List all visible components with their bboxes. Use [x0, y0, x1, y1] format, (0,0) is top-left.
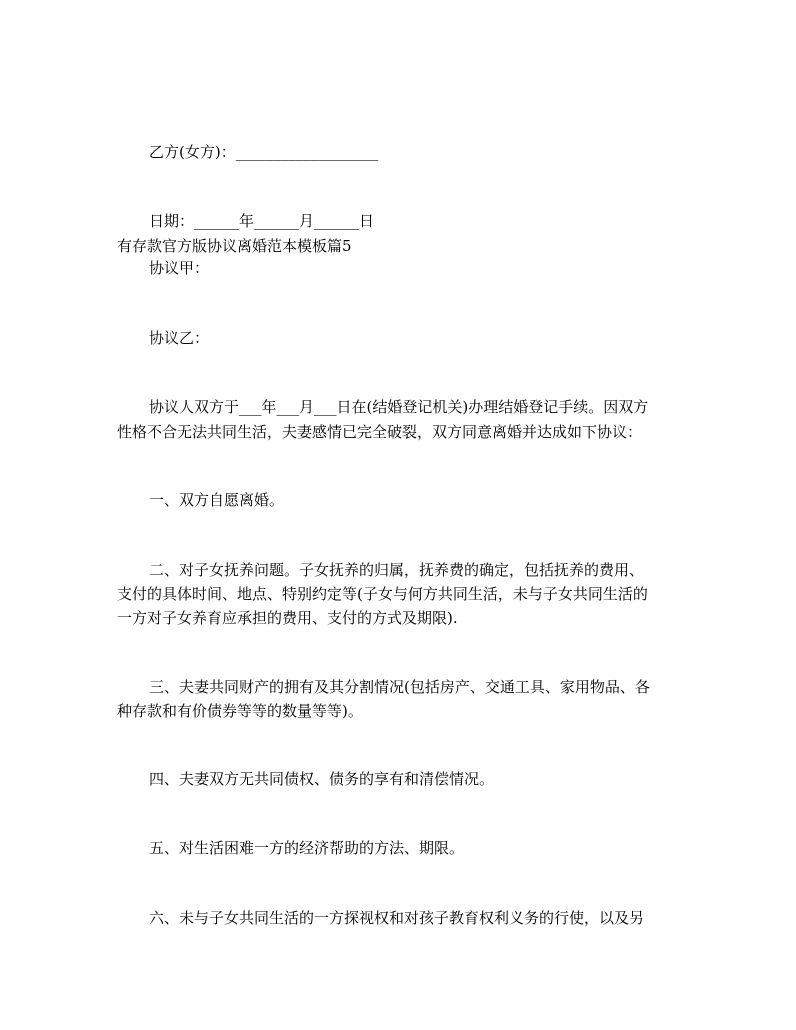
party-b-line [0, 142, 796, 162]
section-heading: 有存款官方版协议离婚范本模板篇5 [117, 237, 352, 255]
clause-5: 五、对生活困难一方的经济帮助的方法、期限。 [149, 839, 465, 857]
date-blank-month: ______ [254, 212, 300, 230]
clause-2-line-2: 支付的具体时间、地点、特别约定等(子女与何方共同生活，未与子女共同生活的 [117, 585, 648, 603]
clause-3-line-1: 三、夫妻共同财产的拥有及其分割情况(包括房产、交通工具、家用物品、各 [149, 678, 650, 696]
date-day: 日 [359, 212, 375, 230]
date-blank-day: ______ [314, 212, 360, 230]
clause-1: 一、双方自愿离婚。 [149, 491, 285, 509]
clause-3-line-2: 种存款和有价债券等等的数量等等)。 [117, 702, 363, 720]
clause-2-line-3: 一方对子女养育应承担的费用、支付的方式及期限). [117, 609, 458, 627]
party-a-label: 协议甲： [149, 259, 210, 277]
intro-line-2: 性格不合无法共同生活，夫妻感情已完全破裂，双方同意离婚并达成如下协议： [117, 423, 643, 441]
intro-line-1: 协议人双方于___年___月___日在(结婚登记机关)办理结婚登记手续。因双方 [149, 398, 649, 416]
date-label: 日期： [149, 212, 195, 230]
clause-6-line-1: 六、未与子女共同生活的一方探视权和对孩子教育权利义务的行使，以及另 [149, 909, 645, 927]
clause-2-line-1: 二、对子女抚养问题。子女抚养的归属，抚养费的确定，包括抚养的费用、 [149, 561, 645, 579]
date-blank-year: ______ [194, 212, 240, 230]
clause-4: 四、夫妻双方无共同债权、债务的享有和清偿情况。 [149, 770, 495, 788]
party-b-label: 乙方(女方)： [149, 143, 236, 161]
date-line [0, 211, 796, 231]
date-month: 月 [299, 212, 315, 230]
party-b-blank: ___________________ [235, 143, 379, 161]
party-b-label-2: 协议乙： [149, 329, 210, 347]
date-year: 年 [239, 212, 255, 230]
